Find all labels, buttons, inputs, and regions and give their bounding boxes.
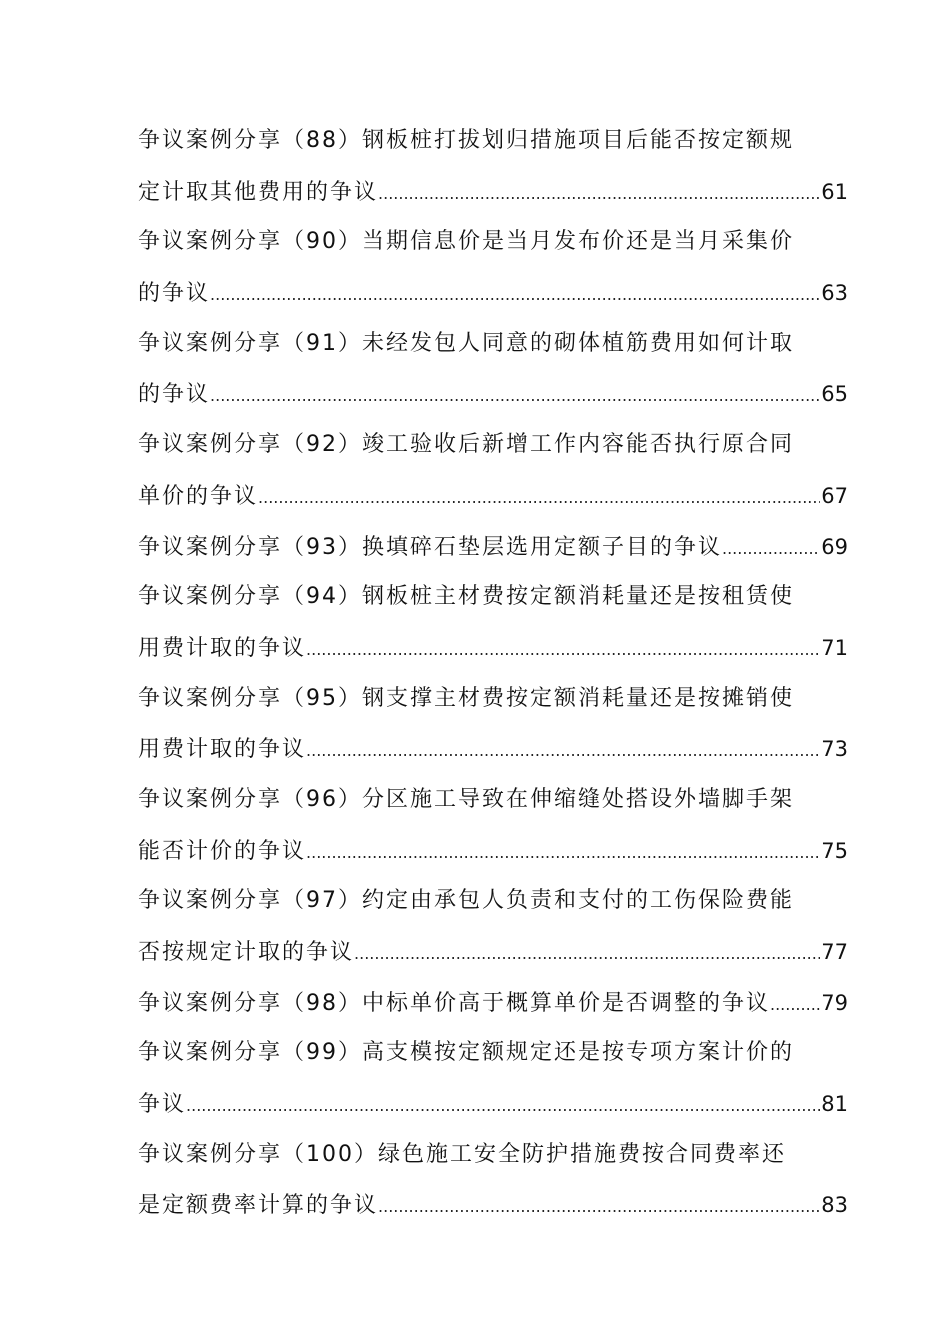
dot-leader [722,524,820,575]
toc-entry[interactable] [138,217,848,318]
toc-entry-title-line: 争议案例分享（97）约定由承包人负责和支付的工伤保险费能 [138,888,794,914]
page-number: 83 [821,1193,848,1218]
toc-entry-last-line [138,268,848,319]
dot-leader [354,929,820,980]
dot-leader [306,828,820,879]
toc-entry-title-line: 是定额费率计算的争议 [138,1193,379,1219]
table-of-contents [138,116,848,1231]
toc-entry-last-line [138,167,848,218]
toc-entry-last-line [138,927,848,978]
toc-entry-title-line: 争议案例分享（91）未经发包人同意的砌体植筋费用如何计取 [138,330,794,356]
page-number: 67 [821,483,848,508]
toc-entry-last-line [138,724,848,775]
toc-entry-title-line: 争议案例分享（88）钢板桩打拔划归措施项目后能否按定额规 [138,128,794,153]
toc-entry-title-line: 用费计取的争议 [138,635,307,661]
page-number: 81 [821,1092,848,1117]
page-number: 65 [821,382,848,407]
dot-leader [258,473,820,524]
dot-leader [306,625,820,676]
toc-entry[interactable] [138,1130,848,1231]
page-number: 63 [821,281,848,306]
page-number: 71 [821,635,848,660]
dot-leader [210,371,820,422]
toc-entry-title-line: 否按规定计取的争议 [138,940,355,965]
toc-entry-last-line [138,369,848,420]
toc-entry-title-line: 的争议 [138,382,211,408]
toc-entry-last-line [138,978,848,1029]
toc-entry-last-line [138,1079,848,1130]
toc-entry-title-line: 争议案例分享（98）中标单价高于概算单价是否调整的争议 [138,990,770,1016]
toc-entry-title-line: 争议案例分享（95）钢支撑主材费按定额消耗量还是按摊销使 [138,685,794,711]
toc-entry-title-line: 争议 [138,1092,187,1118]
dot-leader [306,726,820,777]
toc-entry-last-line [138,623,848,674]
page-number: 75 [821,838,848,863]
page-number: 73 [821,737,848,762]
toc-entry[interactable] [138,116,848,217]
toc-entry-title-line: 定计取其他费用的争议 [138,179,379,205]
toc-entry-last-line [138,826,848,877]
page-number: 61 [821,179,848,204]
dot-leader [378,1182,820,1233]
toc-entry[interactable] [138,572,848,673]
toc-entry[interactable] [138,1028,848,1129]
toc-entry[interactable] [138,978,848,1029]
toc-entry[interactable] [138,775,848,876]
toc-entry-title-line: 争议案例分享（100）绿色施工安全防护措施费按合同费率还 [138,1141,786,1167]
toc-entry-title-line: 争议案例分享（92）竣工验收后新增工作内容能否执行原合同 [138,432,794,458]
page-number: 69 [821,534,848,559]
page-number: 77 [821,940,848,964]
dot-leader [770,980,820,1031]
toc-entry-title-line: 争议案例分享（93）换填碎石垫层选用定额子目的争议 [138,534,722,560]
toc-entry-title-line: 单价的争议 [138,483,259,509]
toc-entry[interactable] [138,420,848,521]
toc-entry-title-line: 能否计价的争议 [138,838,307,864]
toc-entry-title-line: 用费计取的争议 [138,737,307,763]
dot-leader [210,270,820,321]
toc-entry-last-line [138,522,848,573]
toc-entry-title-line: 争议案例分享（94）钢板桩主材费按定额消耗量还是按租赁使 [138,584,794,610]
toc-entry-last-line [138,1180,848,1231]
toc-entry-title-line: 争议案例分享（99）高支模按定额规定还是按专项方案计价的 [138,1040,794,1066]
page-number: 79 [821,990,848,1015]
toc-entry[interactable] [138,876,848,977]
toc-entry[interactable] [138,522,848,573]
toc-entry-title-line: 争议案例分享（96）分区施工导致在伸缩缝处搭设外墙脚手架 [138,786,794,812]
toc-entry-title-line: 的争议 [138,281,211,307]
dot-leader [186,1081,820,1132]
toc-entry[interactable] [138,319,848,420]
toc-entry-last-line [138,471,848,522]
dot-leader [378,169,820,220]
toc-entry[interactable] [138,674,848,775]
toc-entry-title-line: 争议案例分享（90）当期信息价是当月发布价还是当月采集价 [138,229,794,255]
